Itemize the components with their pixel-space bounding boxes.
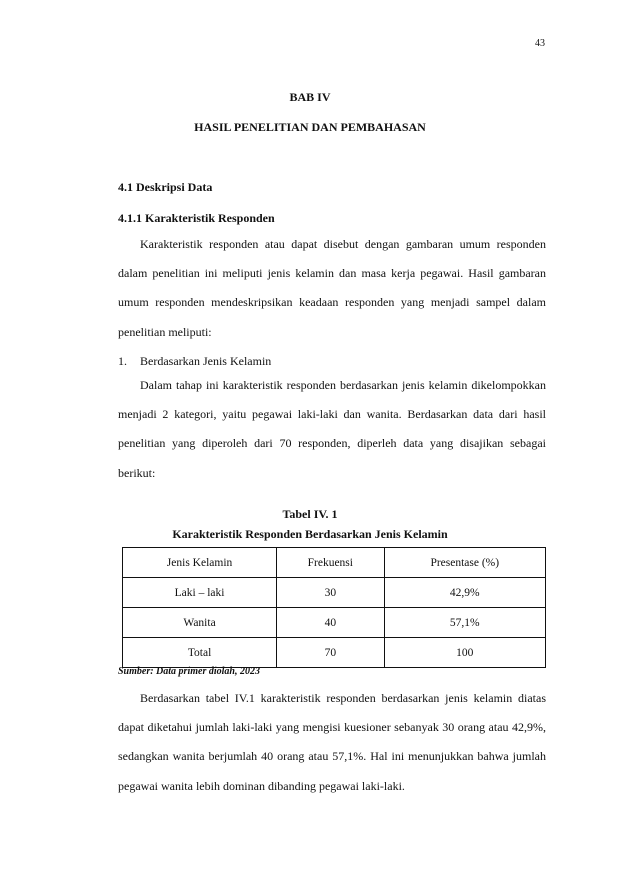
table-cell: 30 — [277, 578, 384, 608]
paragraph-analysis: Berdasarkan tabel IV.1 karakteristik responden berdasarkan jenis kelamin diatas dapat diketahui jumlah laki-laki yang mengisi kuesioner sebanyak 30 orang atau 42,9%, sedangkan wanita berjumlah 40 orang atau 57,1%. Hal ini menunjukkan bahwa jumlah pegawai wanita lebih dominan dibanding pegawai laki-laki. — [118, 691, 546, 793]
table-row — [123, 608, 546, 638]
table-cell: 42,9% — [384, 578, 545, 608]
table-row — [123, 638, 546, 668]
table-cell: Wanita — [123, 608, 277, 638]
list-text: Berdasarkan Jenis Kelamin — [140, 354, 272, 368]
paragraph-intro: Karakteristik responden atau dapat disebut dengan gambaran umum responden dalam penelitian ini meliputi jenis kelamin dan masa kerja pegawai. Hasil gambaran umum responden mendeskripsikan keadaan responden yang menjadi sampel dalam penelitian meliputi: — [118, 237, 546, 339]
table-cell: 57,1% — [384, 608, 545, 638]
header-cell: Frekuensi — [277, 548, 384, 578]
table-caption-number: Tabel IV. 1 — [282, 507, 338, 521]
paragraph-gender: Dalam tahap ini karakteristik responden berdasarkan jenis kelamin dikelompokkan menjadi 2 kategori, yaitu pegawai laki-laki dan wanita. Berdasarkan data dari hasil penelitian yang diperoleh dari 70 responden, diperleh data yang disajikan sebagai berikut: — [118, 378, 546, 480]
table-cell: 40 — [277, 608, 384, 638]
table-cell: Total — [123, 638, 277, 668]
table-cell: 100 — [384, 638, 545, 668]
section-heading: 4.1 Deskripsi Data — [118, 180, 213, 194]
table-header-row — [123, 548, 546, 578]
subsection-heading: 4.1.1 Karakteristik Responden — [118, 211, 275, 225]
chapter-number: BAB IV — [289, 90, 331, 104]
table-cell: Laki – laki — [123, 578, 277, 608]
header-cell: Jenis Kelamin — [123, 548, 277, 578]
page-number: 43 — [535, 38, 545, 49]
table-source: Sumber: Data primer diolah, 2023 — [118, 666, 260, 677]
table-caption-title: Karakteristik Responden Berdasarkan Jenis Kelamin — [172, 527, 448, 541]
chapter-title: HASIL PENELITIAN DAN PEMBAHASAN — [194, 120, 426, 134]
gender-table — [122, 547, 546, 668]
list-number: 1. — [118, 354, 127, 368]
list-item — [118, 354, 271, 369]
table-row — [123, 578, 546, 608]
header-cell: Presentase (%) — [384, 548, 545, 578]
table-cell: 70 — [277, 638, 384, 668]
